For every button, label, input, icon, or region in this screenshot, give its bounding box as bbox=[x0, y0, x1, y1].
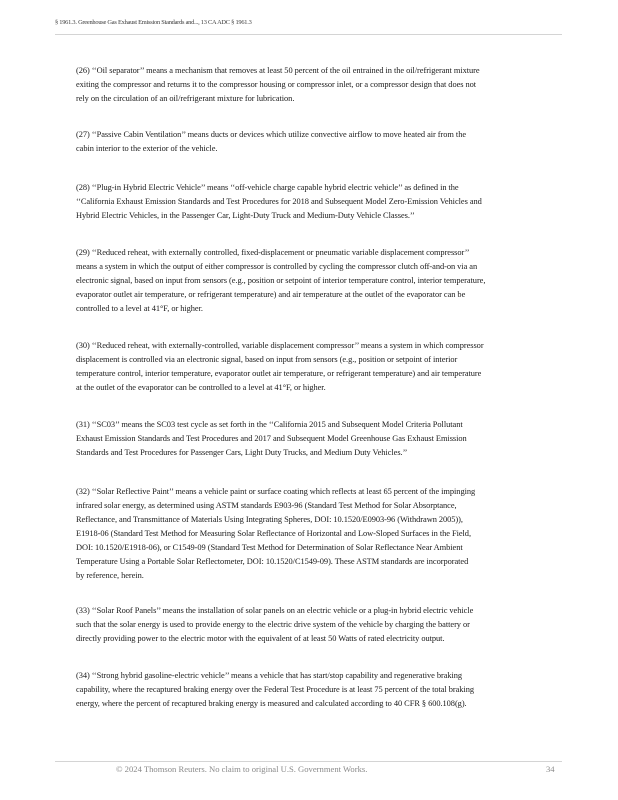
paragraph-line: (27) ‘‘Passive Cabin Ventilation’’ means ducts or devices which utilize convective airflow to move heated air from the bbox=[76, 130, 466, 139]
paragraph-line: (34) ‘‘Strong hybrid gasoline-electric vehicle’’ means a vehicle that has start/stop capability and regenerative braking bbox=[76, 671, 463, 680]
definition-paragraph-31 bbox=[76, 418, 576, 460]
definition-paragraph-32 bbox=[76, 485, 576, 583]
paragraph-line: (30) ‘‘Reduced reheat, with externally-controlled, variable displacement compressor’’ means a system in which compressor bbox=[76, 341, 484, 350]
paragraph-line: by reference, herein. bbox=[76, 571, 144, 580]
paragraph-line: Reflectance, and Transmittance of Materials Using Integrating Spheres, DOI: 10.1520/E0903-96 (Withdrawn 2005)), bbox=[76, 515, 463, 524]
definition-paragraph-29 bbox=[76, 246, 576, 316]
paragraph-line: (33) ‘‘Solar Roof Panels’’ means the installation of solar panels on an electric vehicle or a plug-in hybrid electric vehicle bbox=[76, 606, 474, 615]
definition-paragraph-33 bbox=[76, 604, 576, 646]
paragraph-line: Standards and Test Procedures for Passenger Cars, Light Duty Trucks, and Medium Duty Vehicles.’’ bbox=[76, 448, 408, 457]
paragraph-line: Exhaust Emission Standards and Test Procedures and 2017 and Subsequent Model Greenhouse Gas Exhaust Emission bbox=[76, 434, 467, 443]
paragraph-line: (31) ‘‘SC03’’ means the SC03 test cycle as set forth in the ‘‘California 2015 and Subsequent Model Criteria Pollutant bbox=[76, 420, 463, 429]
paragraph-line: such that the solar energy is used to provide energy to the electric drive system of the vehicle by charging the battery or bbox=[76, 620, 470, 629]
running-header-citation: § 1961.3. Greenhouse Gas Exhaust Emission Standards and..., 13 CA ADC § 1961.3 bbox=[55, 19, 252, 26]
definition-paragraph-26 bbox=[76, 64, 576, 106]
paragraph-line: DOI: 10.1520/E1918-06), or C1549-09 (Standard Test Method for Determination of Solar Reflectance Near Ambient bbox=[76, 543, 463, 552]
paragraph-line: (29) ‘‘Reduced reheat, with externally controlled, fixed-displacement or pneumatic variable displacement compressor’’ bbox=[76, 248, 470, 257]
paragraph-line: directly providing power to the electric motor with the equivalent of at least 50 Watts of rated electricity output. bbox=[76, 634, 445, 643]
paragraph-line: (32) ‘‘Solar Reflective Paint’’ means a vehicle paint or surface coating which reflects at least 65 percent of the impinging bbox=[76, 487, 476, 496]
definition-paragraph-27 bbox=[76, 128, 576, 156]
paragraph-line: E1918-06 (Standard Test Method for Measuring Solar Reflectance of Horizontal and Low-Sloped Surfaces in the Field, bbox=[76, 529, 471, 538]
paragraph-line: capability, where the recaptured braking energy over the Federal Test Procedure is at least 75 percent of the total braking bbox=[76, 685, 474, 694]
definition-paragraph-30 bbox=[76, 339, 576, 395]
paragraph-line: Hybrid Electric Vehicles, in the Passenger Car, Light-Duty Truck and Medium-Duty Vehicle Classes.’’ bbox=[76, 211, 415, 220]
page-number: 34 bbox=[546, 764, 555, 774]
paragraph-line: temperature control, interior temperature, evaporator outlet air temperature, or refrigerant temperature) and air temperature bbox=[76, 369, 482, 378]
definition-paragraph-34 bbox=[76, 669, 576, 711]
paragraph-line: ‘‘California Exhaust Emission Standards and Test Procedures for 2018 and Subsequent Model Zero-Emission Vehicles and bbox=[76, 197, 482, 206]
paragraph-line: evaporator outlet air temperature, or refrigerant temperature) and air temperature at the outlet of the evaporator can be bbox=[76, 290, 466, 299]
paragraph-line: (28) ‘‘Plug-in Hybrid Electric Vehicle’’ means ‘‘off-vehicle charge capable hybrid electric vehicle’’ as defined in the bbox=[76, 183, 459, 192]
paragraph-line: exiting the compressor and returns it to the compressor housing or compressor inlet, or a compressor design that does not bbox=[76, 80, 477, 89]
definition-paragraph-28 bbox=[76, 181, 576, 223]
header-divider bbox=[55, 34, 562, 35]
paragraph-line: at the outlet of the evaporator can be controlled to a level at 41°F, or higher. bbox=[76, 383, 326, 392]
copyright-notice: © 2024 Thomson Reuters. No claim to original U.S. Government Works. bbox=[116, 764, 368, 774]
paragraph-line: Temperature Using a Portable Solar Reflectometer, DOI: 10.1520/C1549-09). These ASTM standards are incorporated bbox=[76, 557, 469, 566]
paragraph-line: cabin interior to the exterior of the vehicle. bbox=[76, 144, 218, 153]
paragraph-line: electronic signal, based on input from sensors (e.g., position or setpoint of interior temperature control, interior temperature, bbox=[76, 276, 486, 285]
paragraph-line: (26) ‘‘Oil separator’’ means a mechanism that removes at least 50 percent of the oil entrained in the oil/refrigerant mixture bbox=[76, 66, 480, 75]
paragraph-line: infrared solar energy, as determined using ASTM standards E903-96 (Standard Test Method for Solar Absorptance, bbox=[76, 501, 457, 510]
paragraph-line: means a system in which the output of either compressor is controlled by cycling the compressor clutch off-and-on via an bbox=[76, 262, 478, 271]
paragraph-line: energy, where the percent of recaptured braking energy is measured and calculated according to 40 CFR § 600.108(g). bbox=[76, 699, 467, 708]
paragraph-line: rely on the circulation of an oil/refrigerant mixture for lubrication. bbox=[76, 94, 295, 103]
paragraph-line: controlled to a level at 41°F, or higher. bbox=[76, 304, 203, 313]
paragraph-line: displacement is controlled via an electronic signal, based on input from sensors (e.g., position or setpoint of interior bbox=[76, 355, 458, 364]
footer-divider bbox=[55, 761, 562, 762]
